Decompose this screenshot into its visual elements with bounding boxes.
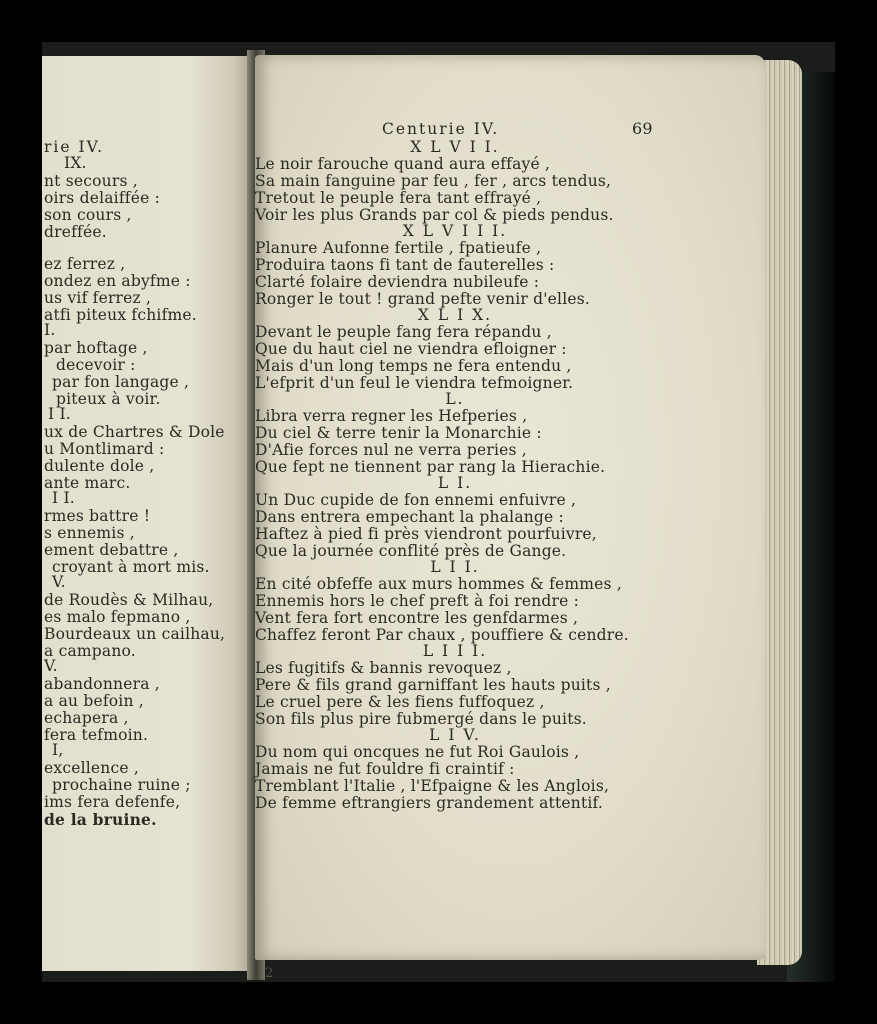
left-line: croyant à mort mis. [52,558,210,576]
verse-line: Tremblant l'Italie , l'Efpaigne & les Anglois, [255,777,610,795]
left-line: V. [44,657,58,675]
verse-line: L'efprit d'un feul le viendra tefmoigner. [255,374,574,392]
verse-line: Du nom qui oncques ne fut Roi Gaulois , [255,743,580,761]
left-line: us vif ferrez , [44,289,152,307]
verse-line: Le cruel pere & les fiens fuffoquez , [255,693,545,711]
verse-line: Clarté folaire deviendra nubileufe : [255,273,540,291]
verse-line: Ennemis hors le chef preft à foi rendre : [255,592,580,610]
quatrain-number: L I. [437,474,473,492]
left-line: son cours , [44,206,132,224]
verse-line: D'Afie forces nul ne verra peries , [255,441,527,459]
left-line: ondez en abyfme : [44,272,191,290]
verse-line: Que fept ne tiennent par rang la Hierachie. [255,458,606,476]
left-line: es malo fepmano , [44,608,191,626]
left-line: u Montlimard : [44,440,165,458]
verse-line: En cité obfeffe aux murs hommes & femmes , [255,575,622,593]
left-line: nt secours , [44,172,138,190]
left-line: par hoftage , [44,339,148,357]
left-line: I. [44,321,56,339]
verse-line: Libra verra regner les Hefperies , [255,407,528,425]
left-line: decevoir : [56,356,136,374]
running-head: Centurie IV. [382,120,500,138]
verse-line: Le noir farouche quand aura effayé , [255,155,551,173]
left-line: de la bruine. [44,810,157,829]
quatrain-number: L I I I. [422,642,488,660]
verse-line: Haftez à pied fi près viendront pourfuivre, [255,525,597,543]
left-line: ux de Chartres & Dole [44,423,225,441]
left-line: rmes battre ! [44,507,151,525]
left-line: Bourdeaux un cailhau, [44,625,226,643]
verse-line: Voir les plus Grands par col & pieds pendus. [255,206,614,224]
verse-line: Tretout le peuple fera tant effrayé , [255,189,542,207]
left-line: de Roudès & Milhau, [44,591,214,609]
left-line: excellence , [44,759,139,777]
verse-line: Devant le peuple fang fera répandu , [255,323,552,341]
left-line: ims fera defenfe, [44,793,181,811]
quatrain-number: X L I X. [417,306,493,324]
verse-line: Les fugitifs & bannis revoquez , [255,659,512,677]
left-line: oirs delaiffée : [44,189,160,207]
left-line: dreffée. [44,223,107,241]
left-line: IX. [64,154,87,172]
verse-line: Son fils plus pire fubmergé dans le puits. [255,710,587,728]
left-line: V. [52,573,66,591]
verse-line: Ronger le tout ! grand pefte venir d'elles. [255,290,591,308]
left-line: I, [52,741,64,759]
left-line: piteux à voir. [56,390,161,408]
left-line: I I. [48,405,71,423]
bottom-mark: 2 [265,966,274,981]
left-line: fera tefmoin. [44,726,149,744]
verse-line: Dans entrera empechant la phalange : [255,508,564,526]
left-line: par fon langage , [52,373,190,391]
left-line: dulente dole , [44,457,155,475]
left-line: atfi piteux fchifme. [44,306,197,324]
left-running-head: rie IV. [44,138,105,156]
left-line: a campano. [44,642,136,660]
verse-line: Pere & fils grand garniffant les hauts puits , [255,676,611,694]
verse-line: Un Duc cupide de fon ennemi enfuivre , [255,491,577,509]
verse-line: Du ciel & terre tenir la Monarchie : [255,424,542,442]
left-line: ement debattre , [44,541,179,559]
verse-line: Jamais ne fut fouldre fi craintif : [255,760,515,778]
left-line: I I. [52,489,75,507]
quatrain-number: L I I. [430,558,480,576]
verse-line: Sa main fanguine par feu , fer , arcs tendus, [255,172,612,190]
quatrain-number: X L V I I I. [402,222,508,240]
quatrain-number: L I V. [429,726,481,744]
verse-line: Produira taons fi tant de fauterelles : [255,256,555,274]
quatrain-number: L. [445,390,465,408]
left-line: ante marc. [44,474,131,492]
verse-line: Vent fera fort encontre les genfdarmes , [255,609,579,627]
verse-line: Chaffez feront Par chaux , pouffiere & cendre. [255,626,629,644]
left-line: s ennemis , [44,524,135,542]
left-line: prochaine ruine ; [52,776,191,794]
left-line: a au befoin , [44,692,144,710]
verse-line: Que la journée conflité près de Gange. [255,542,567,560]
left-line: abandonnera , [44,675,160,693]
verse-line: Mais d'un long temps ne fera entendu , [255,357,572,375]
page-number: 69 [632,119,653,138]
verse-line: De femme eftrangiers grandement attentif. [255,794,604,812]
verse-line: Que du haut ciel ne viendra efloigner : [255,340,567,358]
left-line: echapera , [44,709,129,727]
quatrain-number: X L V I I. [410,138,500,156]
verse-line: Planure Aufonne fertile , fpatieufe , [255,239,542,257]
left-line: ez ferrez , [44,255,126,273]
